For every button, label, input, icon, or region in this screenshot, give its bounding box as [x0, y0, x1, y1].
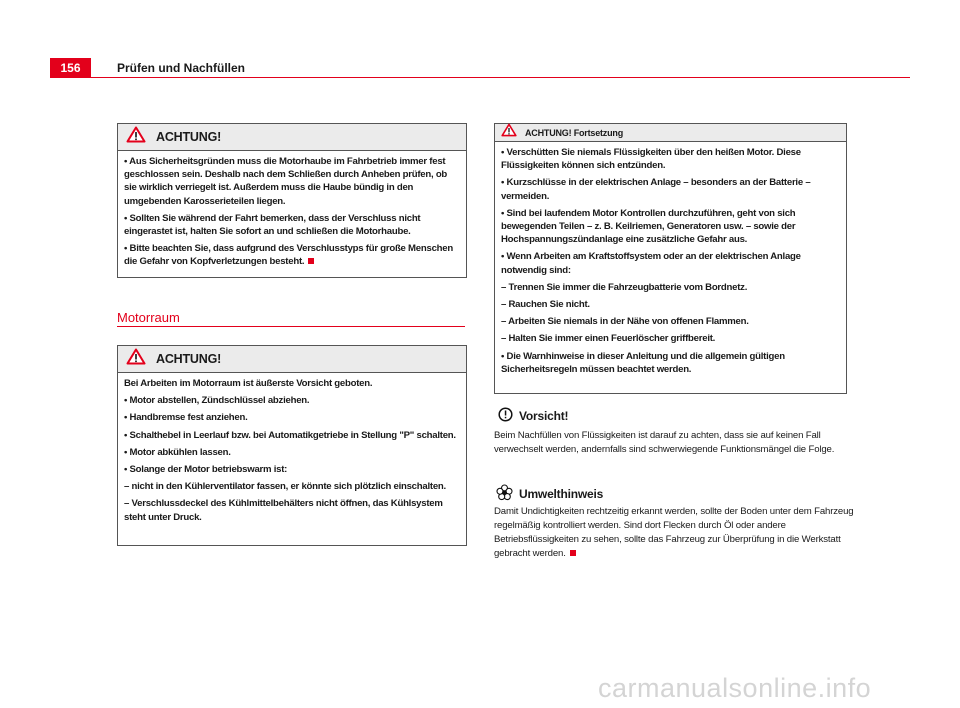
warning-item: • Sind bei laufendem Motor Kontrollen durchzuführen, geht von sich bewegenden Teilen – z. B. Keilriemen, Generatoren usw. – sowie der Hochspannungszündanlage eine zusätzliche Gefahr aus.	[501, 207, 796, 246]
warning-subitem: – Trennen Sie immer die Fahrzeugbatterie vom Bordnetz.	[501, 281, 748, 293]
caution-text	[494, 429, 854, 457]
warning-item: • Schalthebel in Leerlauf bzw. bei Automatikgetriebe in Stellung "P" schalten.	[124, 429, 456, 441]
environment-paragraph-text: Damit Undichtigkeiten rechtzeitig erkannt werden, sollte der Boden unter dem Fahrzeug regelmäßig kontrolliert werden. Sind dort Flecken durch Öl oder andere Betriebsflüssigkeiten zu sehen, sollte das Fahrzeug zur Überprüfung in die Werkstatt gebracht werden.	[494, 506, 854, 559]
warning-item: • Sollten Sie während der Fahrt bemerken, dass der Verschluss nicht eingerastet ist, halten Sie sofort an und schließen die Motorhaube.	[124, 212, 421, 238]
warning-item: • Kurzschlüsse in der elektrischen Anlage – besonders an der Batterie – vermeiden.	[501, 177, 811, 202]
warning-item: • Motor abkühlen lassen.	[124, 446, 231, 458]
warning-subitem: – nicht in den Kühlerventilator fassen, er könnte sich plötzlich einschalten.	[124, 481, 446, 493]
flower-icon	[496, 484, 513, 504]
warning-item: Bei Arbeiten im Motorraum ist äußerste Vorsicht geboten.	[124, 378, 373, 389]
warning-item: • Verschütten Sie niemals Flüssigkeiten über den heißen Motor. Diese Flüssigkeiten können sich entzünden.	[501, 147, 801, 172]
caution-title: Vorsicht!	[519, 409, 569, 423]
warning-triangle-icon	[126, 126, 146, 148]
warning-title: ACHTUNG! Fortsetzung	[525, 127, 623, 138]
running-title: Prüfen und Nachfüllen	[117, 61, 246, 75]
section-rule	[117, 326, 465, 327]
caution-heading	[498, 407, 568, 425]
warning-subitem: – Halten Sie immer einen Feuerlöscher griffbereit.	[501, 333, 716, 345]
page-number: 156	[50, 58, 91, 78]
warning-item: • Die Warnhinweise in dieser Anleitung und die allgemein gültigen Sicherheitsregeln müssen beachtet werden.	[501, 350, 785, 375]
warning-subitem: – Arbeiten Sie niemals in der Nähe von offenen Flammen.	[501, 316, 749, 328]
warning-item-text: • Bitte beachten Sie, dass aufgrund des Verschlusstyps für große Menschen die Gefahr von Kopfverletzungen besteht.	[124, 243, 453, 268]
header-rule	[50, 77, 910, 78]
warning-box-continued	[494, 123, 847, 394]
warning-item: • Aus Sicherheitsgründen muss die Motorhaube im Fahrbetrieb immer fest geschlossen sein. Deshalb nach dem Schließen durch Anheben prüfen, ob sie wirklich verriegelt ist. Außerdem muss die Haube bündig in den umgebenden Karosserieteilen liegen.	[124, 156, 448, 207]
section-heading: Motorraum	[117, 310, 180, 325]
exclamation-circle-icon	[498, 407, 513, 425]
warning-subitem: – Verschlussdeckel des Kühlmittelbehälters nicht öffnen, das Kühlsystem steht unter Druck.	[124, 498, 443, 523]
warning-item: • Solange der Motor betriebswarm ist:	[124, 464, 288, 476]
watermark: carmanualsonline.info	[598, 673, 872, 703]
warning-box-engine-bay	[117, 345, 467, 546]
warning-header	[118, 346, 466, 373]
warning-subitem: – Rauchen Sie nicht.	[501, 299, 590, 311]
environment-title: Umwelthinweis	[519, 487, 604, 501]
warning-triangle-icon	[126, 348, 146, 370]
environment-text	[494, 505, 854, 561]
warning-header	[118, 124, 466, 151]
end-mark-icon	[570, 550, 576, 556]
warning-box-hood	[117, 123, 467, 278]
warning-item: • Handbremse fest anziehen.	[124, 412, 248, 424]
warning-item: • Wenn Arbeiten am Kraftstoffsystem oder an der elektrischen Anlage notwendig sind:	[501, 251, 801, 276]
warning-item: • Motor abstellen, Zündschlüssel abziehen.	[124, 395, 310, 407]
caution-paragraph: Beim Nachfüllen von Flüssigkeiten ist darauf zu achten, dass sie auf keinen Fall verwechselt werden, andernfalls sind schwerwiegende Funktionsmängel die Folge.	[494, 430, 835, 455]
environment-paragraph	[494, 505, 854, 561]
warning-item	[124, 242, 460, 268]
warning-title: ACHTUNG!	[156, 130, 222, 144]
end-mark-icon	[308, 258, 314, 264]
environment-heading	[496, 484, 603, 504]
warning-header	[495, 124, 846, 142]
warning-title: ACHTUNG!	[156, 352, 222, 366]
warning-triangle-icon	[501, 123, 517, 142]
